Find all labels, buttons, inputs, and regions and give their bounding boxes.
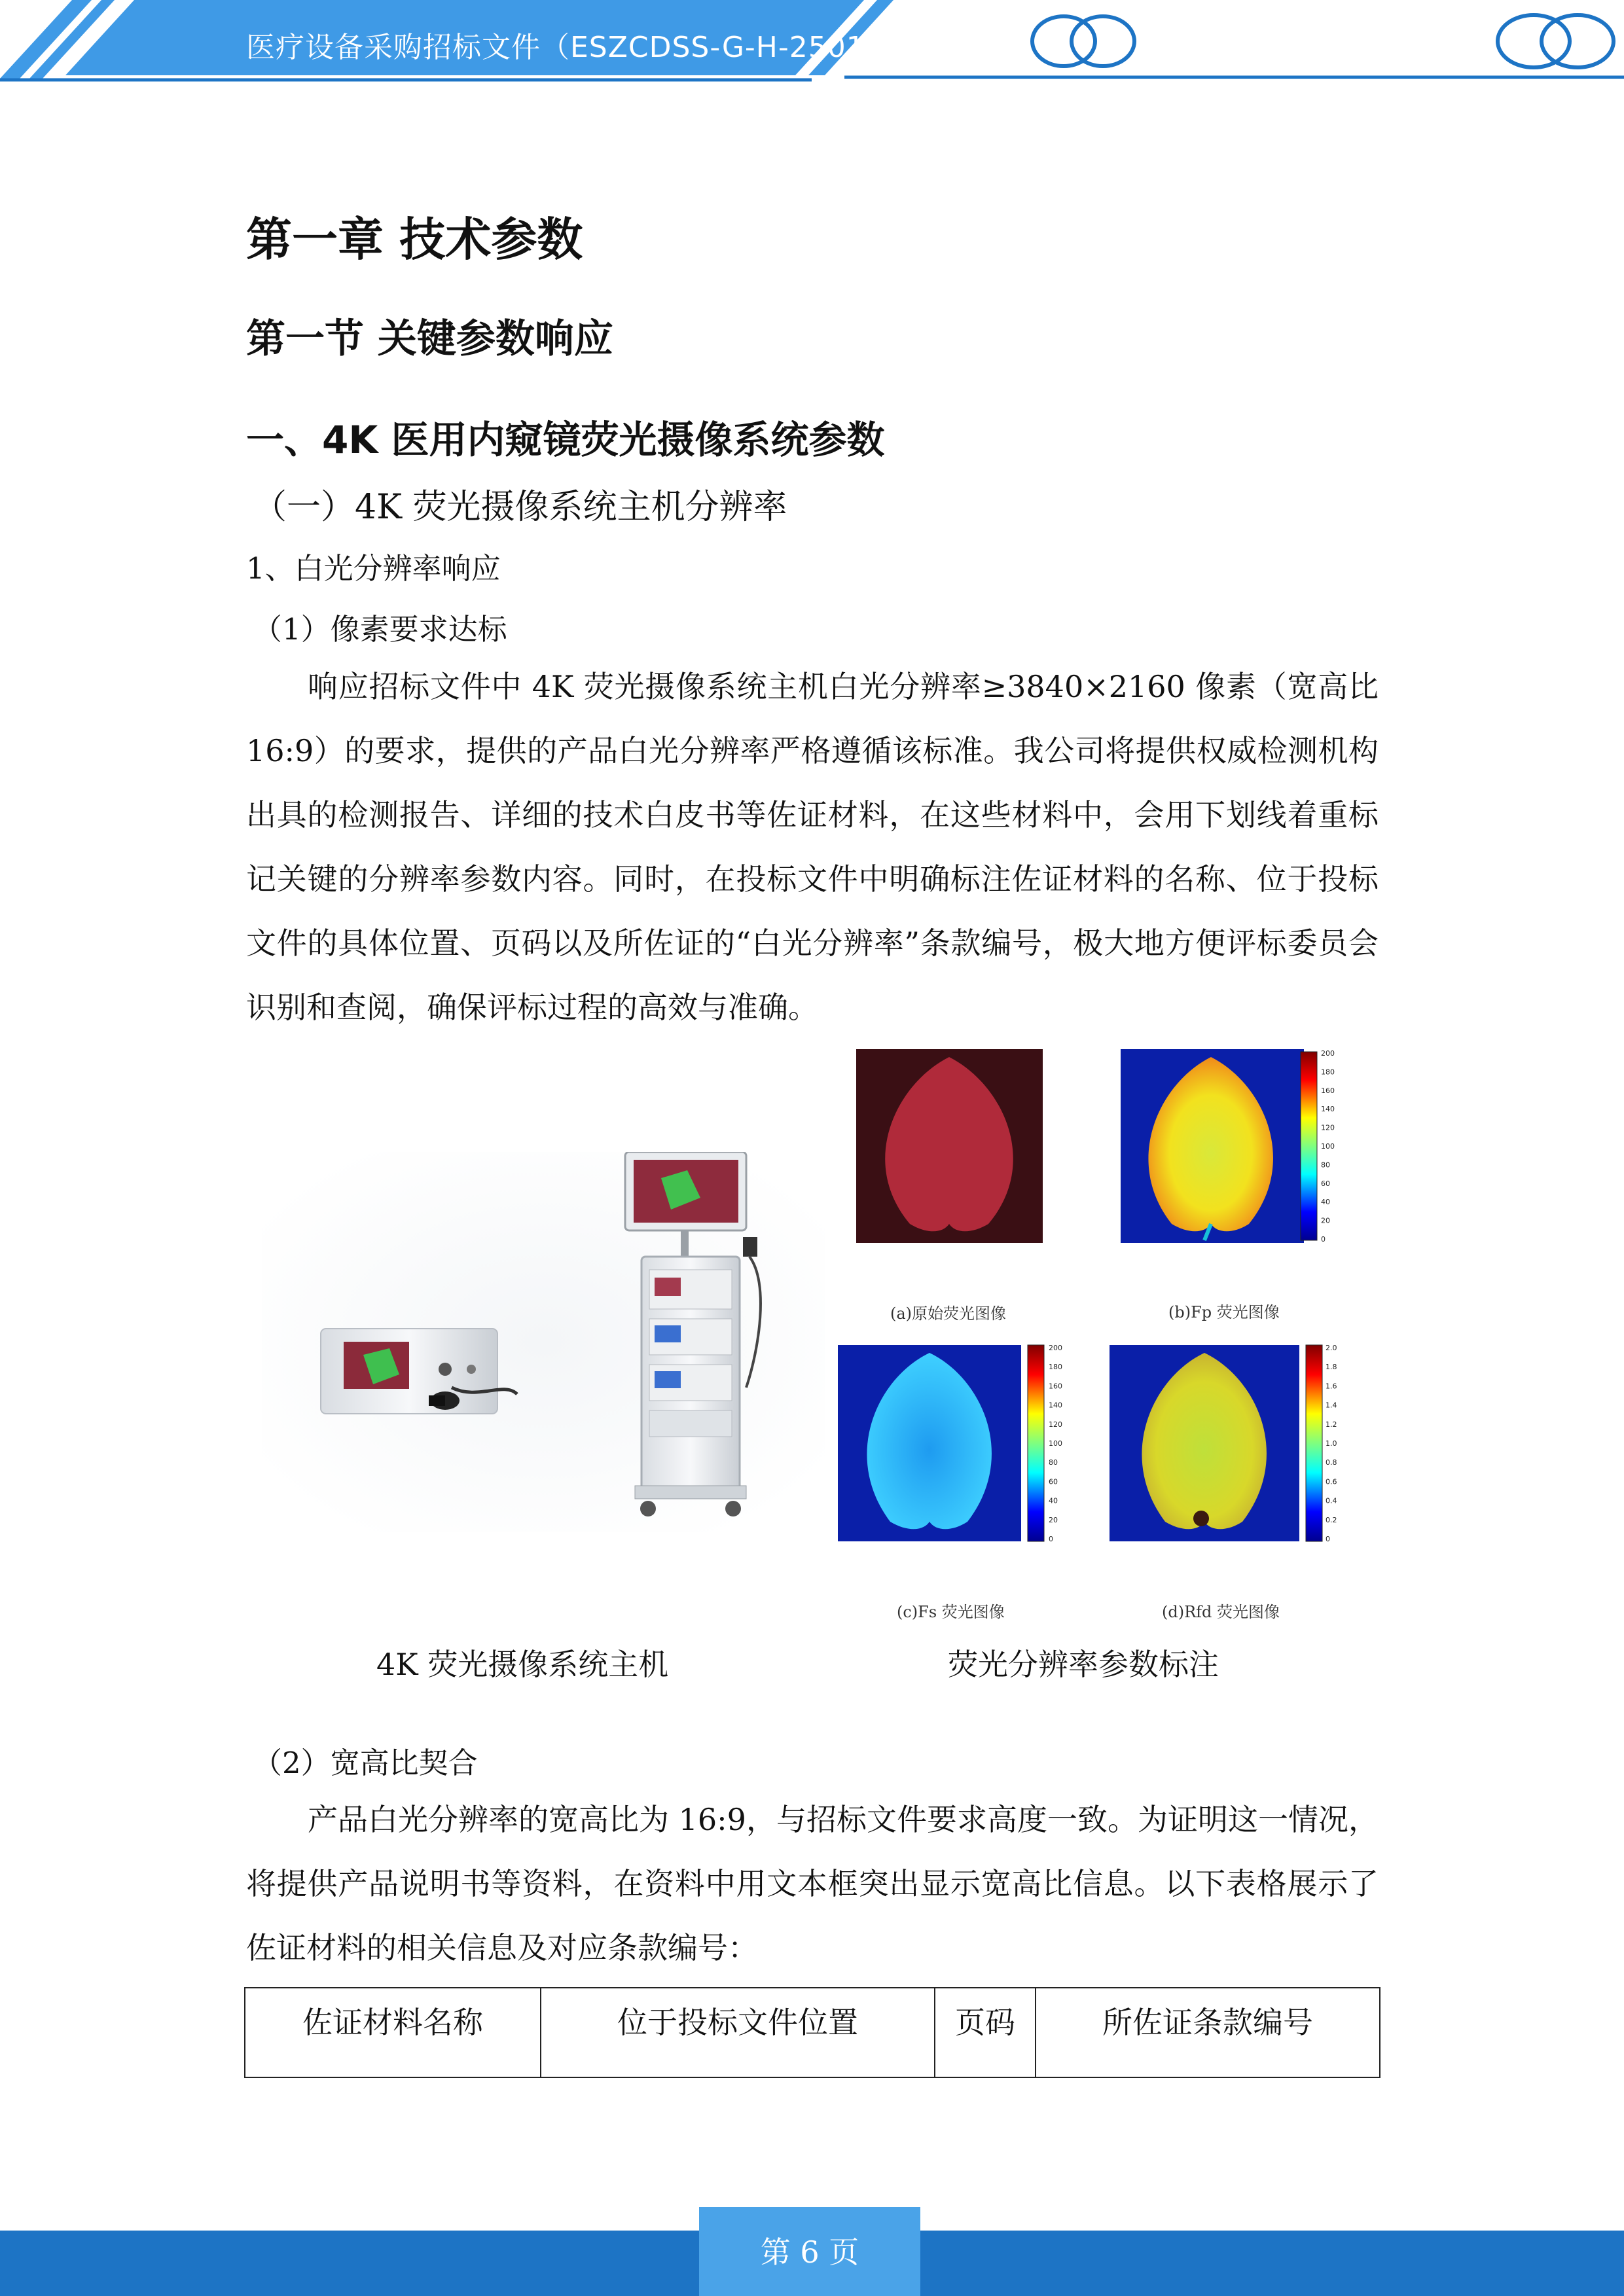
colorbar-tick-label: 180 [1049,1363,1062,1372]
table-header-cell: 所佐证条款编号 [1036,1988,1380,2077]
page-header [0,0,1624,85]
item-title: （一）4K 荧光摄像系统主机分辨率 [253,488,787,527]
colorbar-tick-label: 60 [1321,1179,1330,1188]
colorbar-tick-label: 2.0 [1326,1344,1337,1352]
colorbar-tick-label: 1.2 [1326,1420,1337,1429]
panel-b [1121,1049,1317,1243]
colorbar-tick-label: 80 [1321,1160,1330,1170]
fluorescence-figure [825,1037,1362,1626]
colorbar-tick-label: 1.0 [1326,1439,1337,1448]
colorbar-tick-label: 200 [1321,1049,1335,1058]
camera-system-photo [262,1152,825,1532]
colorbar-tick-label: 140 [1321,1105,1335,1114]
colorbar-tick-label: 200 [1049,1344,1062,1352]
colorbar-tick-label: 0 [1049,1535,1053,1543]
panel-caption: (b)Fp 荧光图像 [1168,1303,1280,1321]
colorbar-tick-label: 1.8 [1326,1363,1337,1372]
table-header-cell: 佐证材料名称 [245,1988,541,2077]
cart-tower [625,1152,761,1516]
colorbar-tick-label: 100 [1321,1142,1335,1151]
subsection-title: 一、4K 医用内窥镜荧光摄像系统参数 [246,418,885,462]
paragraph-text: 响应招标文件中 4K 荧光摄像系统主机白光分辨率≥3840×2160 像素（宽高比 16:9）的要求，提供的产品白光分辨率严格遵循该标准。我公司将提供权威检测机构出具的检测报告、详细的技术白皮书等佐证材料，在这些材料中，会用下划线着重标记关键的分辨率参数内容。同时，在投标文件中明确标注佐证材料的名称、位于投标文件的具体位置、页码以及所佐证的“白光分辨率”条款编号，极大地方便评标委员会识别和查阅，确保评标过程的高效与准确。 [246,669,1379,1025]
panel-d [1110,1345,1322,1541]
colorbar-tick-label: 0 [1326,1535,1330,1543]
colorbar-tick-label: 20 [1321,1216,1330,1225]
colorbar-tick-label: 120 [1049,1420,1062,1429]
subpoint-title: （2）宽高比契合 [253,1746,478,1780]
colorbar-ticks [1326,1344,1337,1543]
colorbar-tick-label: 0.8 [1326,1458,1337,1467]
colorbar-tick-label: 40 [1321,1198,1330,1207]
page-number: 第 6 页 [760,2234,859,2270]
colorbar-tick-label: 40 [1049,1496,1058,1505]
chapter-title: 第一章 技术参数 [246,213,583,266]
logo-rings-icon [1498,15,1614,67]
colorbar-tick-label: 20 [1049,1515,1058,1524]
panel-caption: (a)原始荧光图像 [890,1304,1007,1323]
colorbar-tick-label: 0.6 [1326,1477,1337,1486]
figure-caption-right: 荧光分辨率参数标注 [948,1647,1219,1682]
panel-caption: (c)Fs 荧光图像 [897,1603,1005,1621]
colorbar-tick-label: 140 [1049,1401,1062,1410]
colorbar-tick-label: 80 [1049,1458,1058,1467]
logo-rings-icon [1032,16,1134,66]
colorbar-tick-label: 0 [1321,1235,1326,1244]
section-title: 第一节 关键参数响应 [246,316,613,362]
table-header-cell: 页码 [935,1988,1036,2077]
colorbar-tick-label: 180 [1321,1067,1335,1077]
colorbar-tick-label: 160 [1321,1086,1335,1095]
colorbar-tick-label: 1.6 [1326,1382,1337,1391]
colorbar-tick-label: 0.2 [1326,1515,1337,1524]
paragraph [246,655,1379,1039]
panel-caption: (d)Rfd 荧光图像 [1162,1603,1280,1621]
colorbar-tick-label: 160 [1049,1382,1062,1391]
evidence-table [244,1987,1380,2078]
colorbar-tick-label: 120 [1321,1123,1335,1132]
subpoint-title: （1）像素要求达标 [253,612,507,647]
figure-caption-left: 4K 荧光摄像系统主机 [376,1647,669,1682]
colorbar-tick-label: 60 [1049,1477,1058,1486]
table-header-row [245,1988,1380,2077]
header-title: 医疗设备采购招标文件（ESZCDSS-G-H-2501 [246,31,865,64]
panel-c [838,1345,1044,1541]
paragraph [246,1787,1379,1980]
colorbar-tick-label: 0.4 [1326,1496,1337,1505]
host-unit [321,1329,517,1414]
panel-a [856,1049,1043,1243]
paragraph-text: 产品白光分辨率的宽高比为 16:9，与招标文件要求高度一致。为证明这一情况，将提供产品说明书等资料，在资料中用文本框突出显示宽高比信息。以下表格展示了佐证材料的相关信息及对应条款编号： [246,1802,1379,1965]
colorbar-tick-label: 1.4 [1326,1401,1337,1410]
point-title: 1、白光分辨率响应 [246,551,501,586]
colorbar-tick-label: 100 [1049,1439,1062,1448]
table-header-cell: 位于投标文件位置 [541,1988,935,2077]
colorbar-ticks [1049,1344,1062,1543]
colorbar-ticks [1321,1049,1335,1244]
